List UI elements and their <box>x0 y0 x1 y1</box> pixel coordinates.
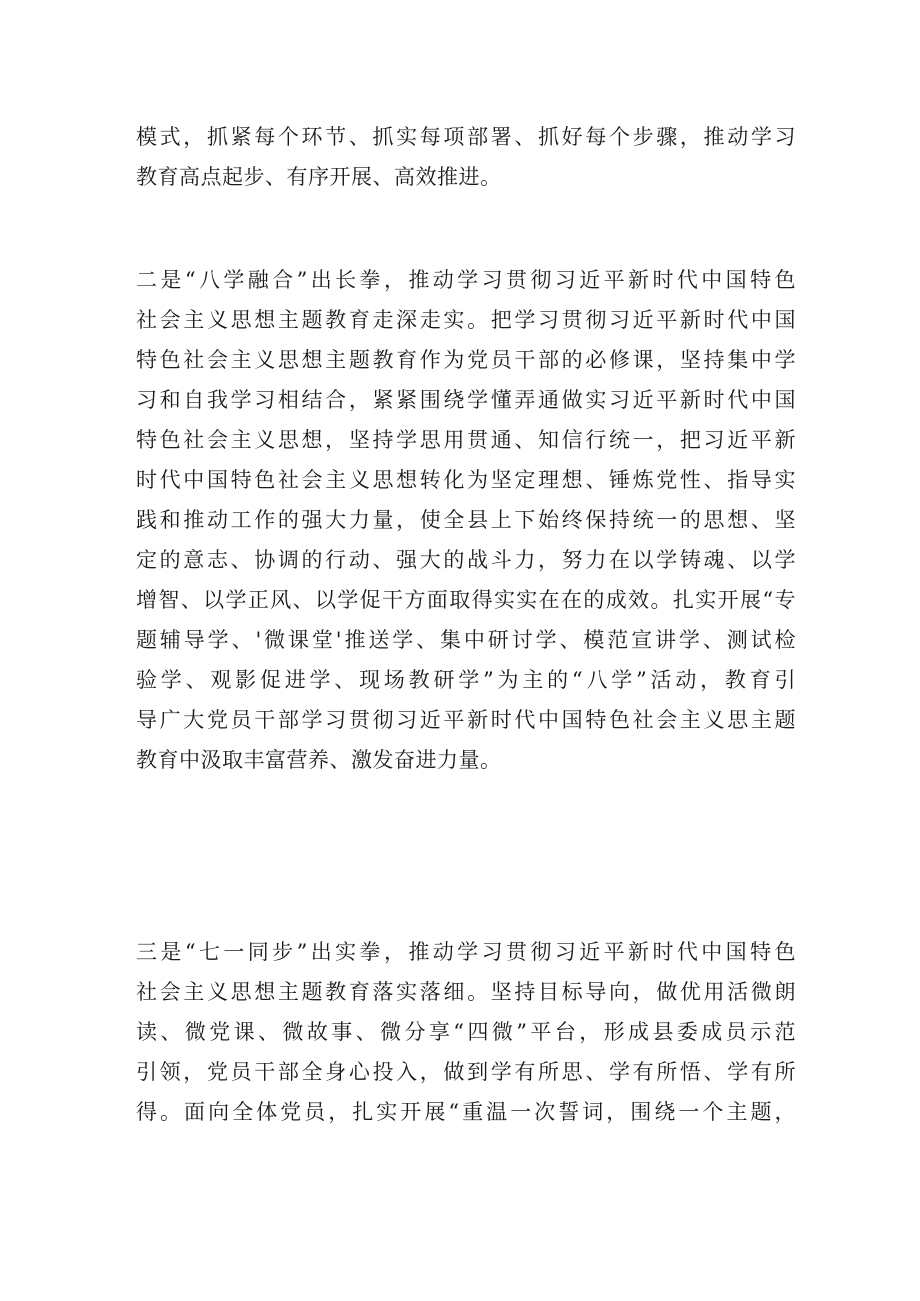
text-line: 社会主义思想主题教育走深走实。把学习贯彻习近平新时代中国 <box>136 308 796 332</box>
paragraph-july-first <box>136 932 796 1132</box>
text-line: 模式，抓紧每个环节、抓实每项部署、抓好每个步骤，推动学习 <box>136 125 796 149</box>
text-line: 教育高点起步、有序开展、高效推进。 <box>136 165 502 189</box>
paragraph-eight-study <box>136 260 796 780</box>
text-line: 导广大党员干部学习贯彻习近平新时代中国特色社会主义思主题 <box>136 708 796 732</box>
text-line: 定的意志、协调的行动、强大的战斗力，努力在以学铸魂、以学 <box>136 548 796 572</box>
text-line: 三是“七一同步”出实拳，推动学习贯彻习近平新时代中国特色 <box>136 940 796 964</box>
text-line: 得。面向全体党员，扎实开展“重温一次誓词，围绕一个主题， <box>136 1100 796 1124</box>
paragraph-continuation <box>136 117 796 197</box>
text-line: 习和自我学习相结合，紧紧围绕学懂弄通做实习近平新时代中国 <box>136 388 796 412</box>
text-line: 践和推动工作的强大力量，使全县上下始终保持统一的思想、坚 <box>136 508 796 532</box>
text-line: 读、微党课、微故事、微分享“四微”平台，形成县委成员示范 <box>136 1020 796 1044</box>
text-line: 验学、观影促进学、现场教研学”为主的“八学”活动，教育引 <box>136 668 796 692</box>
text-line: 二是“八学融合”出长拳，推动学习贯彻习近平新时代中国特色 <box>136 268 796 292</box>
text-line: 教育中汲取丰富营养、激发奋进力量。 <box>136 748 502 772</box>
text-line: 题辅导学、'微课堂'推送学、集中研讨学、模范宣讲学、测试检 <box>136 628 796 652</box>
text-line: 特色社会主义思想主题教育作为党员干部的必修课，坚持集中学 <box>136 348 796 372</box>
text-line: 增智、以学正风、以学促干方面取得实实在在的成效。扎实开展“专 <box>136 588 796 612</box>
text-line: 引领，党员干部全身心投入，做到学有所思、学有所悟、学有所 <box>136 1060 796 1084</box>
text-line: 社会主义思想主题教育落实落细。坚持目标导向，做优用活微朗 <box>136 980 796 1004</box>
text-line: 特色社会主义思想，坚持学思用贯通、知信行统一，把习近平新 <box>136 428 796 452</box>
text-line: 时代中国特色社会主义思想转化为坚定理想、锤炼党性、指导实 <box>136 468 796 492</box>
